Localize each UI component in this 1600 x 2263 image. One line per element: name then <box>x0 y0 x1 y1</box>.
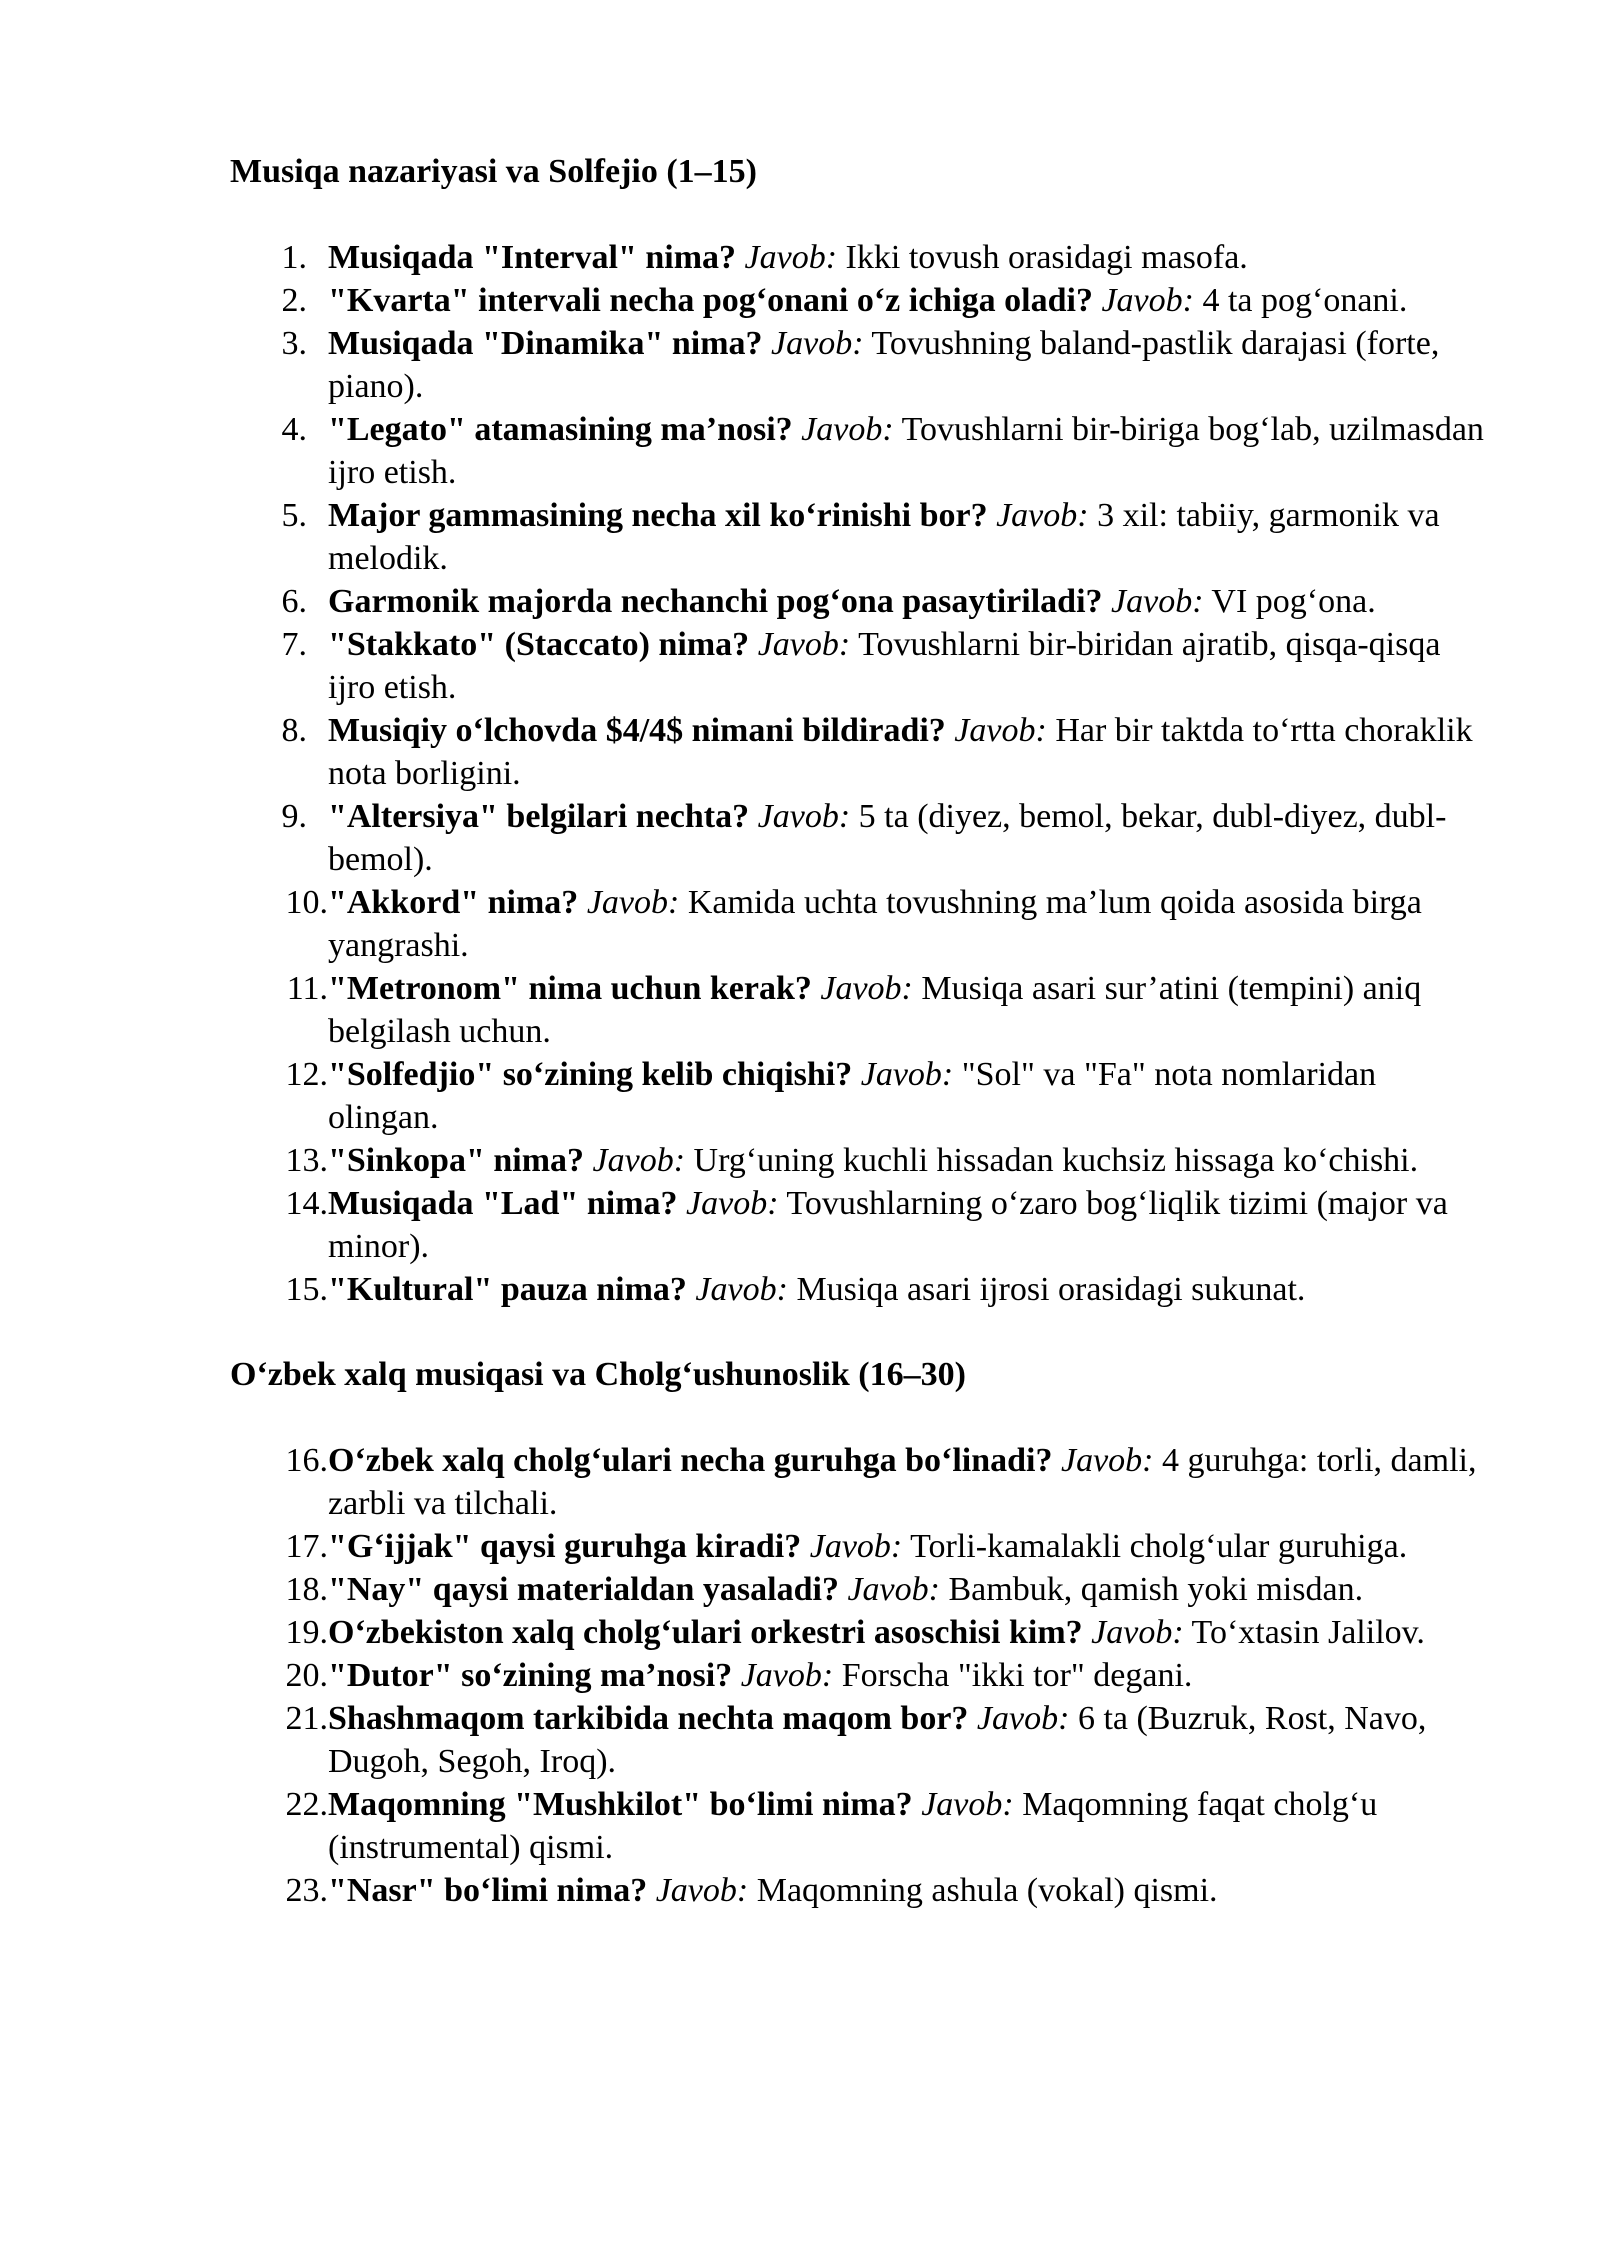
item-number: 18. <box>285 1571 328 1608</box>
question-text: "Nasr" bo‘limi nima? <box>328 1872 648 1909</box>
list-item <box>230 494 1490 580</box>
list-item <box>230 709 1490 795</box>
answer-text: Tovushlarni bir-biriga bog‘lab, uzilmasdan ijro etish. <box>328 411 1484 491</box>
question-text: "Legato" atamasining ma’nosi? <box>328 411 793 448</box>
answer-text: 4 ta pog‘onani. <box>1202 282 1408 319</box>
item-number: 6. <box>281 583 307 620</box>
answer-label: Javob: <box>847 1571 940 1608</box>
answer-label: Javob: <box>820 970 913 1007</box>
document-page <box>230 150 1490 1912</box>
question-text: Musiqada "Lad" nima? <box>328 1185 678 1222</box>
list-item <box>230 1525 1490 1568</box>
answer-text: To‘xtasin Jalilov. <box>1191 1614 1425 1651</box>
list-item <box>230 1053 1490 1139</box>
answer-text: Tovushlarni bir-biridan ajratib, qisqa-qisqa ijro etish. <box>328 626 1441 706</box>
answer-label: Javob: <box>954 712 1047 749</box>
item-number: 3. <box>281 325 307 362</box>
item-number: 13. <box>285 1142 328 1179</box>
answer-text: "Sol" va "Fa" nota nomlaridan olingan. <box>328 1056 1377 1136</box>
item-number: 22. <box>285 1786 328 1823</box>
question-text: Major gammasining necha xil ko‘rinishi bor? <box>328 497 988 534</box>
list-item <box>230 322 1490 408</box>
question-text: Musiqiy o‘lchovda $4/4$ nimani bildiradi? <box>328 712 946 749</box>
question-text: "Metronom" nima uchun kerak? <box>328 970 812 1007</box>
item-number: 5. <box>281 497 307 534</box>
answer-label: Javob: <box>686 1185 779 1222</box>
answer-text: Ikki tovush orasidagi masofa. <box>845 239 1248 276</box>
answer-text: Tovushlarning o‘zaro bog‘liqlik tizimi (major va minor). <box>328 1185 1448 1265</box>
answer-label: Javob: <box>976 1700 1070 1737</box>
answer-text: 6 ta (Buzruk, Rost, Navo, Dugoh, Segoh, Iroq). <box>328 1700 1427 1780</box>
question-text: Garmonik majorda nechanchi pog‘ona pasaytiriladi? <box>328 583 1103 620</box>
answer-label: Javob: <box>1091 1614 1184 1651</box>
answer-label: Javob: <box>1061 1442 1154 1479</box>
question-text: Shashmaqom tarkibida nechta maqom bor? <box>328 1700 969 1737</box>
item-number: 15. <box>285 1271 328 1308</box>
answer-text: Musiqa asari ijrosi orasidagi sukunat. <box>796 1271 1306 1308</box>
item-number: 8. <box>281 712 307 749</box>
answer-label: Javob: <box>809 1528 903 1565</box>
question-list <box>230 236 1490 1311</box>
answer-text: Torli-kamalakli cholg‘ular guruhiga. <box>910 1528 1408 1565</box>
answer-label: Javob: <box>860 1056 954 1093</box>
item-number: 23. <box>285 1872 328 1909</box>
item-number: 12. <box>285 1056 328 1093</box>
question-text: "Akkord" nima? <box>328 884 579 921</box>
answer-text: Tovushning baland-pastlik darajasi (forte, piano). <box>328 325 1440 405</box>
item-number: 9. <box>281 798 307 835</box>
question-text: Maqomning "Mushkilot" bo‘limi nima? <box>328 1786 913 1823</box>
item-number: 19. <box>285 1614 328 1651</box>
list-item <box>230 279 1490 322</box>
item-number: 16. <box>285 1442 328 1479</box>
item-number: 1. <box>281 239 307 276</box>
question-text: "Solfedjio" so‘zining kelib chiqishi? <box>328 1056 853 1093</box>
list-item <box>230 236 1490 279</box>
question-text: O‘zbek xalq cholg‘ulari necha guruhga bo‘linadi? <box>328 1442 1053 1479</box>
item-number: 11. <box>286 970 328 1007</box>
list-item <box>230 1697 1490 1783</box>
answer-text: 4 guruhga: torli, damli, zarbli va tilchali. <box>328 1442 1477 1522</box>
list-item <box>230 967 1490 1053</box>
list-item <box>230 1182 1490 1268</box>
question-text: "Nay" qaysi materialdan yasaladi? <box>328 1571 839 1608</box>
answer-label: Javob: <box>996 497 1089 534</box>
answer-label: Javob: <box>1101 282 1194 319</box>
answer-text: Kamida uchta tovushning ma’lum qoida asosida birga yangrashi. <box>328 884 1422 964</box>
question-text: Musiqada "Interval" nima? <box>328 239 737 276</box>
answer-label: Javob: <box>1111 583 1204 620</box>
list-item <box>230 1654 1490 1697</box>
answer-text: Musiqa asari sur’atini (tempini) aniq belgilash uchun. <box>328 970 1422 1050</box>
list-item <box>230 1611 1490 1654</box>
list-item <box>230 881 1490 967</box>
answer-label: Javob: <box>744 239 838 276</box>
answer-label: Javob: <box>757 626 851 663</box>
answer-label: Javob: <box>801 411 894 448</box>
list-item <box>230 1139 1490 1182</box>
answer-label: Javob: <box>695 1271 788 1308</box>
item-number: 20. <box>285 1657 328 1694</box>
question-list <box>230 1439 1490 1912</box>
answer-label: Javob: <box>771 325 864 362</box>
answer-label: Javob: <box>740 1657 834 1694</box>
answer-text: Maqomning faqat cholg‘u (instrumental) qismi. <box>328 1786 1378 1866</box>
question-text: "Kultural" pauza nima? <box>328 1271 687 1308</box>
question-text: "Kvarta" intervali necha pog‘onani o‘z ichiga oladi? <box>328 282 1093 319</box>
question-text: "Altersiya" belgilari nechta? <box>328 798 750 835</box>
item-number: 7. <box>281 626 307 663</box>
answer-text: 5 ta (diyez, bemol, bekar, dubl-diyez, dubl-bemol). <box>328 798 1447 878</box>
answer-label: Javob: <box>592 1142 686 1179</box>
item-number: 2. <box>281 282 307 319</box>
list-item <box>230 1783 1490 1869</box>
item-number: 4. <box>281 411 307 448</box>
item-number: 17. <box>285 1528 328 1565</box>
answer-label: Javob: <box>586 884 680 921</box>
answer-text: Har bir taktda to‘rtta choraklik nota borligini. <box>328 712 1473 792</box>
item-number: 14. <box>285 1185 328 1222</box>
list-item <box>230 1268 1490 1311</box>
question-text: "Sinkopa" nima? <box>328 1142 585 1179</box>
answer-text: Urg‘uning kuchli hissadan kuchsiz hissaga ko‘chishi. <box>693 1142 1419 1179</box>
question-text: Musiqada "Dinamika" nima? <box>328 325 763 362</box>
answer-text: Bambuk, qamish yoki misdan. <box>948 1571 1364 1608</box>
list-item <box>230 1439 1490 1525</box>
list-item <box>230 1568 1490 1611</box>
item-number: 21. <box>285 1700 328 1737</box>
section-title: O‘zbek xalq musiqasi va Cholg‘ushunoslik (16–30) <box>230 1356 966 1393</box>
question-text: "Stakkato" (Staccato) nima? <box>328 626 750 663</box>
question-text: "Dutor" so‘zining ma’nosi? <box>328 1657 733 1694</box>
answer-text: Maqomning ashula (vokal) qismi. <box>756 1872 1218 1909</box>
question-text: "G‘ijjak" qaysi guruhga kiradi? <box>328 1528 802 1565</box>
answer-text: Forscha "ikki tor" degani. <box>841 1657 1193 1694</box>
answer-text: VI pog‘ona. <box>1211 583 1376 620</box>
item-number: 10. <box>285 884 328 921</box>
list-item <box>230 623 1490 709</box>
list-item <box>230 580 1490 623</box>
answer-label: Javob: <box>757 798 851 835</box>
answer-label: Javob: <box>921 1786 1014 1823</box>
section-title: Musiqa nazariyasi va Solfejio (1–15) <box>230 153 757 190</box>
list-item <box>230 1869 1490 1912</box>
question-text: O‘zbekiston xalq cholg‘ulari orkestri asoschisi kim? <box>328 1614 1083 1651</box>
list-item <box>230 795 1490 881</box>
answer-text: 3 xil: tabiiy, garmonik va melodik. <box>328 497 1440 577</box>
answer-label: Javob: <box>655 1872 749 1909</box>
list-item <box>230 408 1490 494</box>
